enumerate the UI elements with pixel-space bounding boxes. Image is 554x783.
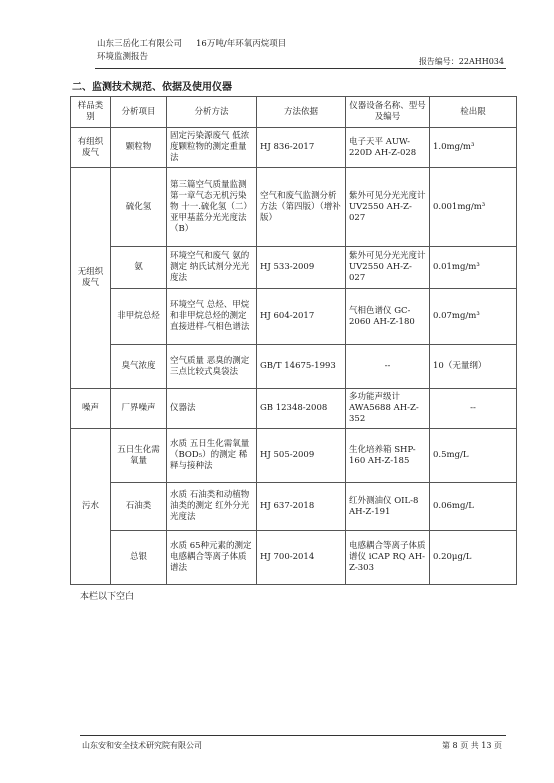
method-cell: 环境空气和废气 氨的测定 纳氏试剂分光光度法 — [167, 247, 257, 289]
item-cell: 硫化氢 — [111, 168, 167, 247]
limit-cell: 0.01mg/m³ — [430, 247, 517, 289]
header-limit: 检出限 — [430, 97, 517, 128]
instrument-cell: 气相色谱仪 GC-2060 AH-Z-180 — [346, 289, 430, 345]
item-cell: 总银 — [111, 531, 167, 585]
method-cell: 水质 65种元素的测定 电感耦合等离子体质谱法 — [167, 531, 257, 585]
method-cell: 水质 五日生化需氧量（BOD₅）的测定 稀释与接种法 — [167, 429, 257, 483]
basis-cell: HJ 604-2017 — [257, 289, 346, 345]
item-cell: 臭气浓度 — [111, 345, 167, 389]
basis-cell: GB/T 14675-1993 — [257, 345, 346, 389]
instrument-cell: 生化培养箱 SHP-160 AH-Z-185 — [346, 429, 430, 483]
instrument-cell: 红外测油仪 OIL-8 AH-Z-191 — [346, 483, 430, 531]
header-method: 分析方法 — [167, 97, 257, 128]
instrument-cell: -- — [346, 345, 430, 389]
method-cell: 固定污染源废气 低浓度颗粒物的测定重量法 — [167, 128, 257, 168]
table-row — [71, 168, 517, 247]
table-header-row — [71, 97, 517, 128]
method-cell: 空气质量 恶臭的测定 三点比较式臭袋法 — [167, 345, 257, 389]
limit-cell: 0.07mg/m³ — [430, 289, 517, 345]
project-name: 16万吨/年环氧丙烷项目 — [196, 39, 287, 49]
instrument-cell: 多功能声级计 AWA5688 AH-Z-352 — [346, 389, 430, 429]
table-row — [71, 345, 517, 389]
table-row — [71, 429, 517, 483]
basis-cell: HJ 533-2009 — [257, 247, 346, 289]
table-row — [71, 128, 517, 168]
limit-cell: 0.5mg/L — [430, 429, 517, 483]
instrument-cell: 电子天平 AUW-220D AH-Z-028 — [346, 128, 430, 168]
table-row — [71, 531, 517, 585]
category-cell: 无组织废气 — [71, 168, 111, 389]
section-title: 二、监测技术规范、依据及使用仪器 — [72, 82, 232, 93]
page-header — [97, 38, 286, 64]
table-row — [71, 289, 517, 345]
header-basis: 方法依据 — [257, 97, 346, 128]
table-row — [71, 483, 517, 531]
method-cell: 仪器法 — [167, 389, 257, 429]
limit-cell: 1.0mg/m³ — [430, 128, 517, 168]
footer-divider — [80, 735, 506, 736]
limit-cell: 0.20μg/L — [430, 531, 517, 585]
item-cell: 氨 — [111, 247, 167, 289]
item-cell: 颗粒物 — [111, 128, 167, 168]
limit-cell: -- — [430, 389, 517, 429]
limit-cell: 0.001mg/m³ — [430, 168, 517, 247]
basis-cell: HJ 836-2017 — [257, 128, 346, 168]
blank-note: 本栏以下空白 — [80, 592, 135, 602]
methods-table — [70, 96, 517, 585]
doc-type: 环境监测报告 — [97, 52, 149, 62]
header-divider — [95, 68, 506, 69]
item-cell: 厂界噪声 — [111, 389, 167, 429]
limit-cell: 0.06mg/L — [430, 483, 517, 531]
category-cell: 污水 — [71, 429, 111, 585]
category-cell: 噪声 — [71, 389, 111, 429]
limit-cell: 10（无量纲） — [430, 345, 517, 389]
basis-cell: HJ 700-2014 — [257, 531, 346, 585]
item-cell: 非甲烷总烃 — [111, 289, 167, 345]
table-row — [71, 247, 517, 289]
basis-cell: GB 12348-2008 — [257, 389, 346, 429]
category-cell: 有组织废气 — [71, 128, 111, 168]
footer-institute: 山东安和安全技术研究院有限公司 — [82, 741, 202, 750]
header-category: 样品类别 — [71, 97, 111, 128]
page-number: 第 8 页 共 13 页 — [442, 741, 502, 750]
method-cell: 环境空气 总烃、甲烷和非甲烷总烃的测定 直接进样-气相色谱法 — [167, 289, 257, 345]
method-cell: 水质 石油类和动植物油类的测定 红外分光光度法 — [167, 483, 257, 531]
instrument-cell: 紫外可见分光光度计 UV2550 AH-Z-027 — [346, 168, 430, 247]
instrument-cell: 紫外可见分光光度计 UV2550 AH-Z-027 — [346, 247, 430, 289]
basis-cell: HJ 505-2009 — [257, 429, 346, 483]
report-number: 报告编号：22AHH034 — [418, 57, 504, 66]
instrument-cell: 电感耦合等离子体质谱仪 iCAP RQ AH-Z-303 — [346, 531, 430, 585]
company-name: 山东三岳化工有限公司 — [97, 39, 183, 49]
table-row — [71, 389, 517, 429]
header-item: 分析项目 — [111, 97, 167, 128]
basis-cell: HJ 637-2018 — [257, 483, 346, 531]
item-cell: 石油类 — [111, 483, 167, 531]
method-cell: 第三篇空气质量监测 第一章气态无机污染物 十一.硫化氢（二）亚甲基蓝分光光度法（B） — [167, 168, 257, 247]
basis-cell: 空气和废气监测分析方法（第四版）（增补版） — [257, 168, 346, 247]
item-cell: 五日生化需氧量 — [111, 429, 167, 483]
header-instrument: 仪器设备名称、型号及编号 — [346, 97, 430, 128]
